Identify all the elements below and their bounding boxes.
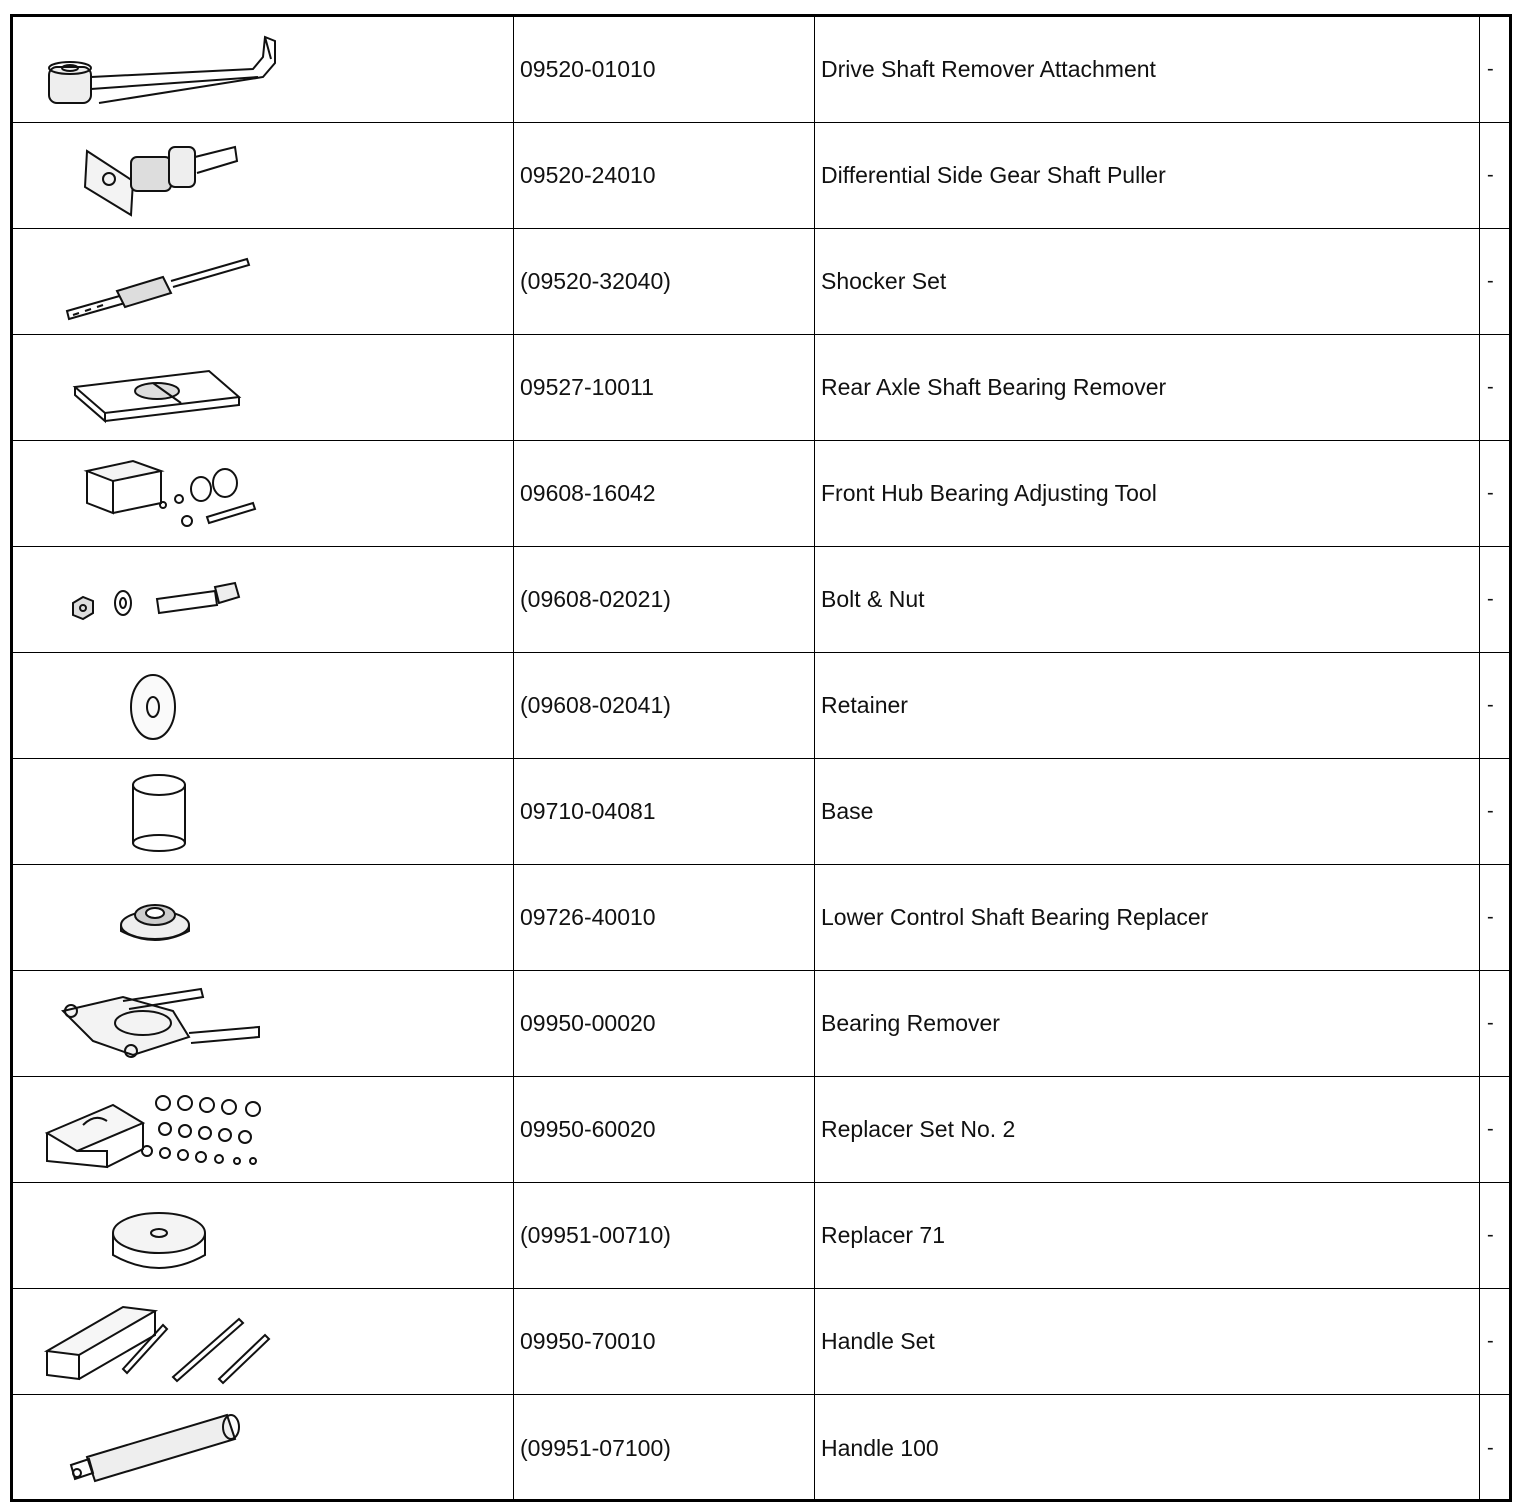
part-number: (09608-02021) [514, 547, 815, 652]
table-row [13, 1289, 1509, 1395]
table-row [13, 335, 1509, 441]
part-number: 09710-04081 [514, 759, 815, 864]
part-number: (09951-07100) [514, 1395, 815, 1501]
illustration-cell [13, 441, 514, 546]
part-number: 09726-40010 [514, 865, 815, 970]
description: Rear Axle Shaft Bearing Remover [821, 374, 1167, 400]
bearing-remover-icon [13, 971, 513, 1077]
table-row [13, 865, 1509, 971]
table-row [13, 123, 1509, 229]
part-number: (09951-00710) [514, 1183, 815, 1288]
note: - [1487, 1118, 1494, 1140]
shocker-set-icon [13, 229, 513, 335]
table-row [13, 1077, 1509, 1183]
table-row [13, 229, 1509, 335]
bolt-and-nut-icon [13, 547, 513, 653]
note: - [1487, 1012, 1494, 1034]
drive-shaft-remover-attachment-icon [13, 17, 513, 123]
side-gear-shaft-puller-icon [13, 123, 513, 229]
replacer-set-case-icon [13, 1077, 513, 1183]
description: Drive Shaft Remover Attachment [821, 56, 1156, 82]
table-row [13, 653, 1509, 759]
bearing-remover-plate-icon [13, 335, 513, 441]
note: - [1487, 800, 1494, 822]
special-tools-table [10, 14, 1512, 1502]
table-row [13, 17, 1509, 123]
description: Shocker Set [821, 268, 947, 294]
part-number: 09950-60020 [514, 1077, 815, 1182]
part-number: (09608-02041) [514, 653, 815, 758]
table-row [13, 441, 1509, 547]
part-number: 09950-70010 [514, 1289, 815, 1394]
bearing-replacer-icon [13, 865, 513, 971]
part-number: 09520-01010 [514, 17, 815, 122]
illustration-cell [13, 759, 514, 864]
description: Handle Set [821, 1328, 935, 1354]
note: - [1487, 270, 1494, 292]
table-row [13, 547, 1509, 653]
illustration-cell [13, 865, 514, 970]
illustration-cell [13, 229, 514, 334]
part-number: (09520-32040) [514, 229, 815, 334]
description: Differential Side Gear Shaft Puller [821, 162, 1166, 188]
description: Front Hub Bearing Adjusting Tool [821, 480, 1157, 506]
table-row [13, 971, 1509, 1077]
note: - [1487, 58, 1494, 80]
replacer-disc-icon [13, 1183, 513, 1289]
hub-bearing-tool-kit-icon [13, 441, 513, 547]
part-number: 09520-24010 [514, 123, 815, 228]
illustration-cell [13, 123, 514, 228]
illustration-cell [13, 17, 514, 122]
note: - [1487, 482, 1494, 504]
description: Bearing Remover [821, 1010, 1000, 1036]
table-row [13, 1183, 1509, 1289]
description: Lower Control Shaft Bearing Replacer [821, 904, 1209, 930]
illustration-cell [13, 653, 514, 758]
illustration-cell [13, 335, 514, 440]
part-number: 09608-16042 [514, 441, 815, 546]
note: - [1487, 694, 1494, 716]
description: Retainer [821, 692, 908, 718]
note: - [1487, 1224, 1494, 1246]
handle-bar-icon [13, 1395, 513, 1501]
note: - [1487, 906, 1494, 928]
description: Handle 100 [821, 1434, 939, 1461]
note: - [1487, 164, 1494, 186]
table-row [13, 1395, 1509, 1501]
description: Bolt & Nut [821, 586, 925, 612]
illustration-cell [13, 1289, 514, 1394]
handle-set-icon [13, 1289, 513, 1395]
part-number: 09950-00020 [514, 971, 815, 1076]
table-row [13, 759, 1509, 865]
description: Base [821, 798, 874, 824]
note: - [1487, 588, 1494, 610]
note: - [1487, 1436, 1494, 1459]
note: - [1487, 1330, 1494, 1352]
illustration-cell [13, 971, 514, 1076]
description: Replacer Set No. 2 [821, 1116, 1016, 1142]
description: Replacer 71 [821, 1222, 946, 1248]
base-cylinder-icon [13, 759, 513, 865]
note: - [1487, 376, 1494, 398]
illustration-cell [13, 1077, 514, 1182]
illustration-cell [13, 547, 514, 652]
retainer-washer-icon [13, 653, 513, 759]
illustration-cell [13, 1395, 514, 1501]
part-number: 09527-10011 [514, 335, 815, 440]
illustration-cell [13, 1183, 514, 1288]
